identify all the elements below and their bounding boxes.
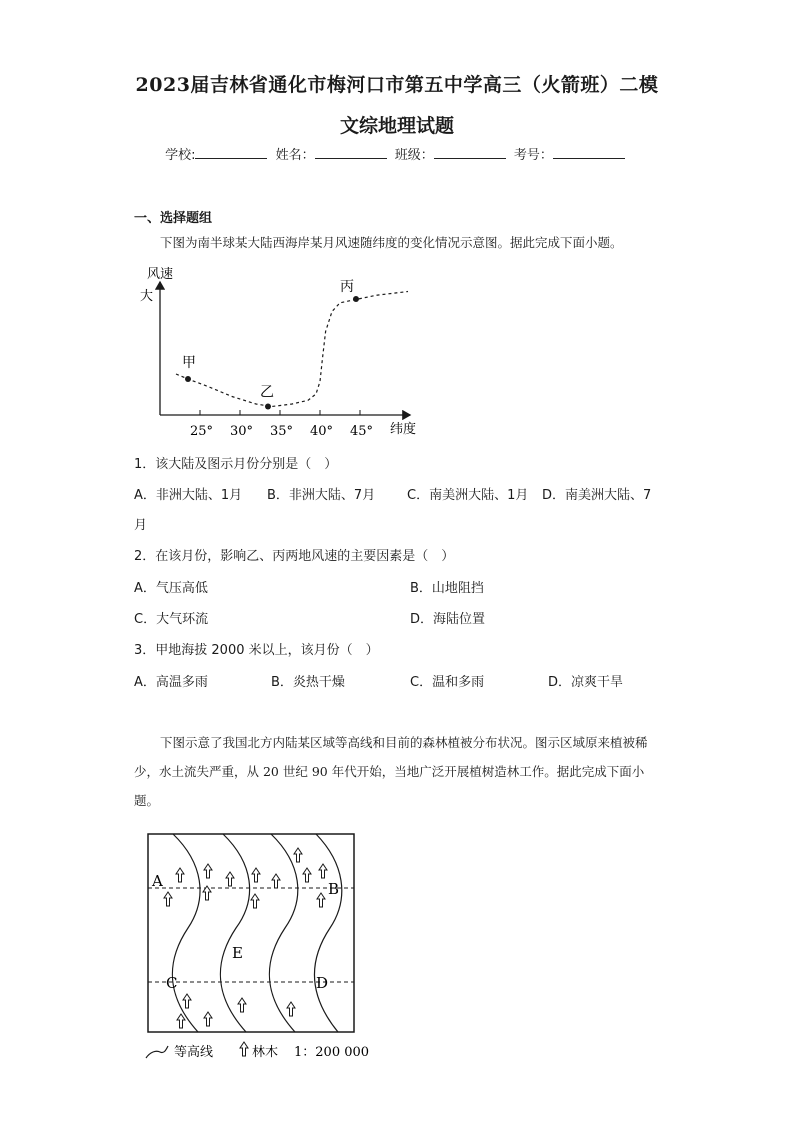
x-tick-label: 45° — [350, 424, 374, 439]
wind-speed-line — [176, 292, 408, 407]
tree-icon — [252, 868, 260, 882]
point-marker — [185, 376, 191, 382]
y-axis-top-label: 大 — [140, 289, 154, 304]
q1-option-c[interactable]: C．南美洲大陆、1月 — [407, 488, 529, 503]
tree-icon — [204, 1012, 212, 1026]
contour-line — [314, 834, 341, 1032]
contour-forest-map — [128, 828, 378, 1068]
map-label-d: D — [316, 974, 329, 992]
map-label-b: B — [328, 880, 340, 898]
q2-option-c[interactable]: C．大气环流 — [134, 612, 209, 627]
y-axis-title: 风速 — [147, 267, 174, 282]
contour-legend-label: 等高线 — [174, 1045, 214, 1060]
point-marker — [265, 404, 271, 410]
tree-icon — [287, 1002, 295, 1016]
contour-lines — [172, 834, 341, 1032]
question-1-stem: 1．该大陆及图示月份分别是（ ） — [134, 457, 338, 472]
tree-legend-icon — [240, 1042, 248, 1056]
name-label: 姓名： — [275, 148, 315, 163]
point-marker — [353, 296, 359, 302]
map-label-a: A — [152, 872, 163, 890]
tree-legend-label: 林木 — [252, 1045, 279, 1060]
point-label: 丙 — [340, 279, 354, 295]
exam-number-field[interactable] — [553, 146, 625, 159]
school-label: 学校: — [165, 148, 196, 163]
school-field[interactable] — [195, 146, 267, 159]
tree-icon — [303, 868, 311, 882]
tree-icon — [204, 864, 212, 878]
group2-intro: 下图示意了我国北方内陆某区域等高线和目前的森林植被分布状况。图示区域原来植被稀少，水土流失严重，从 20 世纪 90 年代开始，当地广泛开展植树造林工作。据此完成下面小题。 — [134, 735, 648, 808]
exam-number-label: 考号： — [513, 148, 553, 163]
contour-legend-icon — [146, 1046, 168, 1058]
point-label: 乙 — [260, 384, 274, 401]
class-label: 班级： — [394, 148, 434, 163]
tree-symbols — [164, 848, 327, 1028]
class-field[interactable] — [434, 146, 506, 159]
tree-icon — [176, 868, 184, 882]
tree-icon — [226, 872, 234, 886]
tree-icon — [251, 894, 259, 908]
question-2-stem: 2．在该月份，影响乙、丙两地风速的主要因素是（ ） — [134, 549, 455, 564]
q3-option-a[interactable]: A．高温多雨 — [134, 675, 208, 690]
tree-icon — [272, 874, 280, 888]
tree-icon — [294, 848, 302, 862]
q1-option-d-wrap: 月 — [134, 518, 148, 533]
x-tick-label: 40° — [310, 424, 334, 439]
q1-option-b[interactable]: B．非洲大陆、7月 — [267, 488, 376, 503]
tree-icon — [238, 998, 246, 1012]
section-heading: 一、选择题组 — [134, 211, 213, 226]
q1-option-d[interactable]: D．南美洲大陆、7 — [542, 488, 652, 503]
point-label: 甲 — [182, 355, 196, 371]
map-scale: 1：200 000 — [294, 1045, 370, 1060]
question-3-stem: 3．甲地海拔 2000 米以上，该月份（ ） — [134, 643, 379, 658]
tree-icon — [177, 1014, 185, 1028]
paper-title-line2: 文综地理试题 — [339, 115, 454, 137]
map-label-c: C — [166, 974, 178, 992]
tree-icon — [183, 994, 191, 1008]
q2-option-d[interactable]: D．海陆位置 — [410, 612, 486, 627]
q3-option-b[interactable]: B．炎热干燥 — [271, 675, 345, 690]
q3-option-c[interactable]: C．温和多雨 — [410, 675, 485, 690]
name-field[interactable] — [315, 146, 387, 159]
paper-title-line1: 2023届吉林省通化市梅河口市第五中学高三（火箭班）二模 — [135, 74, 659, 96]
x-tick-label: 35° — [270, 424, 294, 439]
wind-speed-chart — [130, 258, 430, 443]
x-tick-label: 30° — [230, 424, 254, 439]
contour-line — [269, 834, 297, 1032]
q1-option-a[interactable]: A．非洲大陆、1月 — [134, 488, 243, 503]
x-axis-title: 纬度 — [390, 422, 417, 437]
group1-intro: 下图为南半球某大陆西海岸某月风速随纬度的变化情况示意图。据此完成下面小题。 — [160, 235, 623, 250]
tree-icon — [319, 864, 327, 878]
q2-option-a[interactable]: A．气压高低 — [134, 581, 208, 596]
tree-icon — [317, 893, 325, 907]
x-tick-label: 25° — [190, 424, 214, 439]
map-label-e: E — [232, 944, 243, 962]
q2-option-b[interactable]: B．山地阻挡 — [410, 581, 484, 596]
q3-option-d[interactable]: D．凉爽干旱 — [548, 675, 624, 690]
student-info-row — [0, 144, 794, 163]
tree-icon — [164, 892, 172, 906]
